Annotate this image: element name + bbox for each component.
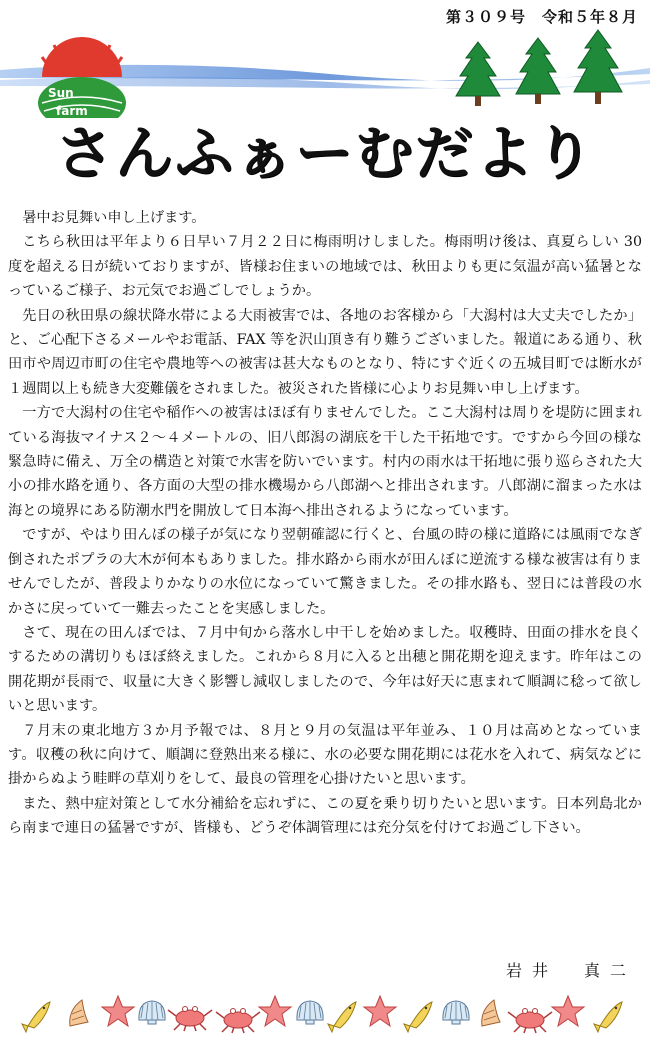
- crab-icon: [216, 1009, 260, 1034]
- paragraph: ですが、やはり田んぼの様子が気になり翌朝確認に行くと、台風の時の様に道路には風雨でなぎ倒されたポプラの大木が何本もありました。排水路から雨水が田んぼに逆流する様な被害は有りませんでしたが、普段よりかなりの水位になっていて驚きました。その排水路も、翌日には普段の水かさに戻っていて一難去ったことを実感しました。: [8, 527, 642, 617]
- pine-tree-icon: [456, 42, 500, 106]
- logo-text-farm: farm: [56, 104, 88, 118]
- fish-icon: [328, 1002, 356, 1032]
- shell-icon: [443, 1001, 469, 1024]
- crab-icon: [508, 1009, 552, 1034]
- paragraph: また、熱中症対策として水分補給を忘れずに、この夏を乗り切りたいと思います。日本列島北から南まで連日の猛暑ですが、皆様も、どうぞ体調管理には充分気を付けてお過ごし下さい。: [8, 795, 642, 837]
- paragraph: さて、現在の田んぼでは、７月中旬から落水し中干しを始めました。収穫時、田面の排水を良くするための溝切りもほぼ終えました。これから８月に入ると出穂と開花期を迎えます。昨年はこの開花期が長雨で、収量に大きく影響し減収しましたので、今年は好天に恵まれて順調に稔って欲しいと思います。: [8, 624, 642, 715]
- fish-icon: [594, 1002, 622, 1032]
- starfish-icon: [552, 996, 584, 1026]
- issue-date: 第３０９号 令和５年８月: [445, 8, 638, 26]
- fish-icon: [404, 1002, 432, 1032]
- shell-icon: [70, 1000, 88, 1026]
- pine-tree-icon: [516, 38, 560, 104]
- footer-decoration: [0, 990, 650, 1040]
- author-name: 岩井 真二: [505, 961, 636, 980]
- shell-icon: [482, 1000, 500, 1026]
- letter-body: [8, 206, 642, 841]
- shell-icon: [297, 1001, 323, 1024]
- shell-icon: [139, 1001, 165, 1024]
- starfish-icon: [364, 996, 396, 1026]
- paragraph: 先日の秋田県の線状降水帯による大雨被害では、各地のお客様から「大潟村は大丈夫でしたか」と、ご心配下さるメールやお電話、FAX 等を沢山頂き有り難うございました。報道にある通り、秋田市や周辺市町の住宅や農地等への被害は甚大なものとなり、特にすぐ近くの五城目町では断水が１週間以上も続き大変難儀をされました。被災された皆様に心よりお見舞い申し上げます。: [8, 307, 642, 397]
- paragraph: 暑中お見舞い申し上げます。: [22, 210, 206, 226]
- paragraph: こちら秋田は平年より６日早い７月２２日に梅雨明けしました。梅雨明け後は、真夏らしい 30 度を超える日が続いておりますが、皆様お住まいの地域では、秋田よりも更に気温が高い猛暑となっているご様子、お元気でお過ごしでしょうか。: [8, 234, 642, 300]
- fish-icon: [22, 1002, 50, 1032]
- starfish-icon: [259, 996, 291, 1026]
- header-banner: [0, 28, 650, 118]
- pine-tree-icon: [574, 30, 622, 104]
- newsletter-title: さんふぁーむだより: [54, 119, 595, 187]
- crab-icon: [168, 1007, 212, 1032]
- paragraph: 一方で大潟村の住宅や稲作への被害はほぼ有りませんでした。ここ大潟村は周りを堤防に囲まれている海抜マイナス２～４メートルの、旧八郎潟の湖底を干した干拓地です。ですから今回の様な緊急時に備え、万全の構造と対策で水害を防いでいます。村内の雨水は干拓地に張り巡らされた大小の排水路を通り、各方面の大型の排水機場から八郎湖へと排出されます。八郎湖に溜まった水は海との境界にある防潮水門を開放して日本海へ排出されるようになっています。: [8, 405, 642, 519]
- starfish-icon: [102, 996, 134, 1026]
- logo-text-sun: Sun: [48, 86, 74, 100]
- paragraph: ７月末の東北地方３か月予報では、８月と９月の気温は平年並み、１０月は高めとなっています。収穫の秋に向けて、順調に登熟出来る様に、水の必要な開花期には花水を入れて、病気などに掛からぬよう畦畔の草刈りをして、最良の管理を心掛けたいと思います。: [8, 722, 642, 788]
